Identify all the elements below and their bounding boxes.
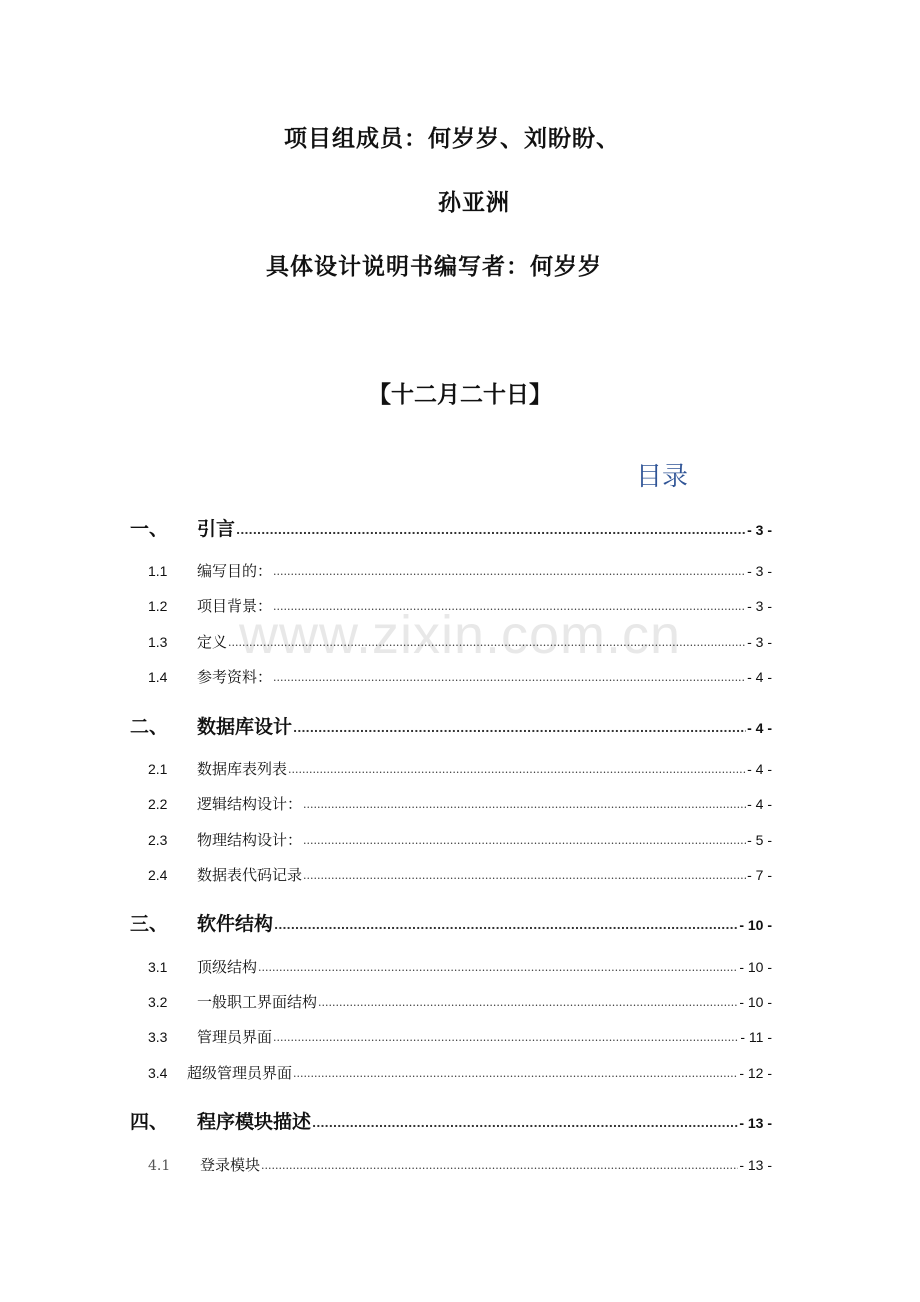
toc-entry-number: 2.2 (148, 796, 168, 812)
toc-entry-number: 3.3 (148, 1029, 168, 1045)
toc-entry-page: - 5 - (747, 832, 772, 848)
toc-entry-title: 引言 (197, 518, 236, 540)
toc-heading: 目录 (636, 462, 689, 492)
toc-entry-number: 3.4 (148, 1065, 168, 1081)
toc-entry-page: - 3 - (747, 522, 772, 538)
toc-dot-leader (273, 667, 746, 682)
toc-entry[interactable] (130, 631, 772, 652)
toc-entry[interactable] (130, 956, 772, 977)
toc-entry-page: - 13 - (739, 1157, 772, 1173)
toc-entry-title: 项目背景： (197, 597, 273, 615)
toc-entry-page: - 13 - (739, 1115, 772, 1131)
toc-entry-title: 数据库表列表 (197, 760, 288, 778)
toc-dot-leader (293, 714, 746, 733)
toc-entry-page: - 12 - (739, 1065, 772, 1081)
toc-dot-leader (273, 1027, 739, 1042)
toc-entry[interactable] (130, 514, 772, 541)
toc-entry[interactable] (130, 1062, 772, 1083)
toc-entry-title: 超级管理员界面 (187, 1064, 293, 1082)
toc-entry-number: 二、 (130, 716, 169, 738)
toc-entry-number: 2.1 (148, 761, 168, 777)
toc-entry-number: 四、 (130, 1111, 169, 1133)
toc-entry[interactable] (130, 1107, 772, 1134)
toc-entry-page: - 3 - (747, 598, 772, 614)
toc-entry-page: - 3 - (747, 563, 772, 579)
toc-entry-title: 定义 (197, 633, 228, 651)
toc-entry[interactable] (130, 595, 772, 616)
toc-entry-title: 顶级结构 (197, 958, 258, 976)
toc-entry[interactable] (130, 758, 772, 779)
toc-dot-leader (318, 992, 738, 1007)
toc-entry[interactable] (130, 829, 772, 850)
toc-entry-number: 1.3 (148, 634, 168, 650)
toc-entry-page: - 4 - (747, 669, 772, 685)
toc-entry-title: 程序模块描述 (197, 1111, 312, 1133)
toc-entry-number: 3.2 (148, 994, 168, 1010)
toc-entry-page: - 3 - (747, 634, 772, 650)
toc-dot-leader (228, 632, 746, 647)
toc-dot-leader (236, 516, 746, 535)
toc-entry-page: - 4 - (747, 720, 772, 736)
toc-dot-leader (293, 1063, 738, 1078)
toc-dot-leader (288, 759, 746, 774)
toc-dot-leader (258, 957, 738, 972)
toc-dot-leader (303, 865, 746, 880)
toc-entry-number: 3.1 (148, 959, 168, 975)
toc-entry-number: 2.3 (148, 832, 168, 848)
toc-entry[interactable] (130, 712, 772, 739)
toc-entry-number: 1.4 (148, 669, 168, 685)
toc-dot-leader (312, 1109, 738, 1128)
toc-entry-page: - 10 - (739, 959, 772, 975)
toc-dot-leader (261, 1155, 738, 1170)
watermark: www.zixin.com.cn (238, 605, 682, 665)
members-line-2: 孙亚洲 (438, 190, 510, 216)
toc-entry-title: 软件结构 (197, 913, 274, 935)
toc-entry[interactable] (130, 1154, 772, 1175)
toc-entry-title: 参考资料： (197, 668, 273, 686)
toc-dot-leader (274, 911, 738, 930)
toc-entry[interactable] (130, 666, 772, 687)
author-line: 具体设计说明书编写者：何岁岁 (266, 254, 602, 280)
toc-entry-page: - 7 - (747, 867, 772, 883)
toc-dot-leader (303, 794, 746, 809)
toc-entry-title: 管理员界面 (197, 1028, 273, 1046)
toc-entry-number: 4.1 (148, 1158, 171, 1174)
toc-entry[interactable] (130, 864, 772, 885)
toc-entry-page: - 10 - (739, 994, 772, 1010)
toc-dot-leader (273, 596, 746, 611)
toc-entry-title: 物理结构设计： (197, 831, 303, 849)
toc-entry-title: 编写目的： (197, 562, 273, 580)
toc-dot-leader (273, 561, 746, 576)
toc-entry-title: 一般职工界面结构 (197, 993, 318, 1011)
toc-entry[interactable] (130, 1026, 772, 1047)
members-line: 项目组成员：何岁岁、刘盼盼、 (284, 126, 620, 152)
toc-entry-number: 2.4 (148, 867, 168, 883)
toc-entry-number: 1.1 (148, 563, 168, 579)
toc-entry-title: 逻辑结构设计： (197, 795, 303, 813)
toc-entry-page: - 4 - (747, 796, 772, 812)
toc-entry[interactable] (130, 793, 772, 814)
toc-entry-number: 三、 (130, 913, 169, 935)
toc-entry-title: 数据表代码记录 (197, 866, 303, 884)
toc-entry-page: - 11 - (740, 1029, 772, 1045)
toc-entry-title: 数据库设计 (197, 716, 293, 738)
toc-dot-leader (303, 830, 746, 845)
toc-entry[interactable] (130, 909, 772, 936)
toc-entry-title: 登录模块 (200, 1156, 261, 1174)
toc-entry[interactable] (130, 560, 772, 581)
toc-entry-number: 1.2 (148, 598, 168, 614)
toc-entry-number: 一、 (130, 518, 169, 540)
toc-entry[interactable] (130, 991, 772, 1012)
date-line: 【十二月二十日】 (368, 382, 552, 408)
toc-entry-page: - 4 - (747, 761, 772, 777)
toc-entry-page: - 10 - (739, 917, 772, 933)
